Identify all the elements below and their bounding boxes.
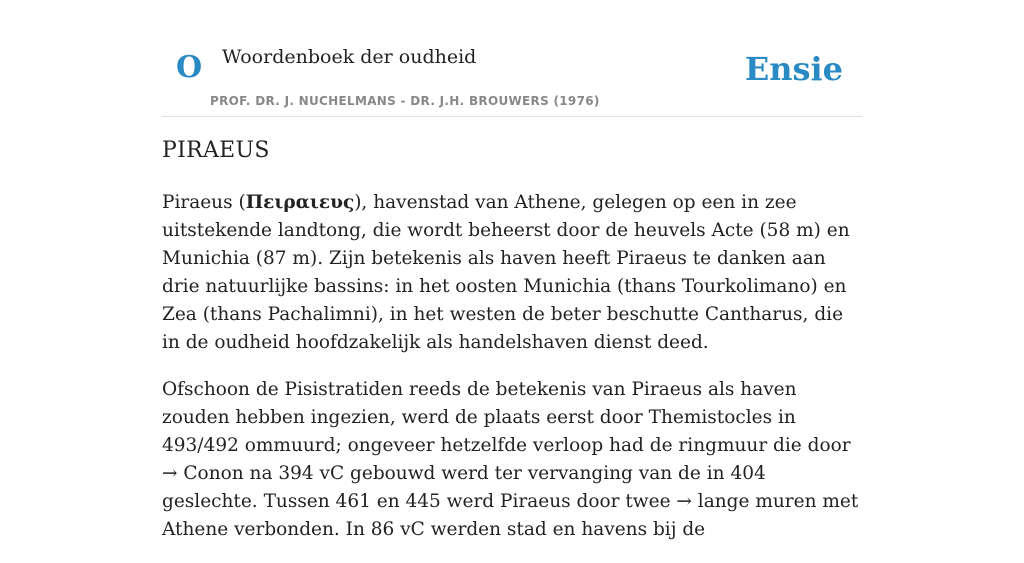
xref-arrow-icon[interactable]: → [162, 463, 178, 484]
p2-text-3: lange muren met Athene verbonden. In 86 vC werden stad en havens bij de [162, 491, 859, 540]
entry-content [162, 138, 862, 563]
entry-paragraph-1 [162, 189, 862, 357]
book-authors: PROF. DR. J. NUCHELMANS - DR. J.H. BROUWERS (1976) [210, 94, 600, 108]
xref-arrow-icon[interactable]: → [676, 491, 692, 512]
p2-text-2: Conon na 394 vC gebouwd werd ter vervanging van de in 404 geslechte. Tussen 461 en 445 werd Piraeus door twee [162, 463, 766, 512]
letter-index[interactable]: O [176, 50, 203, 85]
brand-logo-link[interactable]: Ensie [744, 50, 843, 88]
header [162, 0, 862, 117]
p1-text-1: Piraeus ( [162, 192, 246, 213]
greek-term: Πειραιευς [245, 192, 355, 213]
p2-text-1: Ofschoon de Pisistratiden reeds de betekenis van Piraeus als haven zouden hebben ingezien, werd de plaats eerst door Themistocles in 493/492 ommuurd; ongeveer hetzelfde verloop had de ringmuur die door [162, 379, 851, 456]
book-title[interactable]: Woordenboek der oudheid [222, 46, 477, 68]
p1-text-2: ), havenstad van Athene, gelegen op een in zee uitstekende landtong, die wordt beheerst door de heuvels Acte (58 m) en Munichia (87 m). Zijn betekenis als haven heeft Piraeus te danken aan drie natuurlijke bassins: in het oosten Munichia (thans Tourkolimano) en Zea (thans Pachalimni), in het westen de beter beschutte Cantharus, die in de oudheid hoofdzakelijk als handelshaven dienst deed. [162, 192, 850, 353]
entry-paragraph-2 [162, 376, 862, 544]
entry-headword: PIRAEUS [162, 138, 270, 163]
